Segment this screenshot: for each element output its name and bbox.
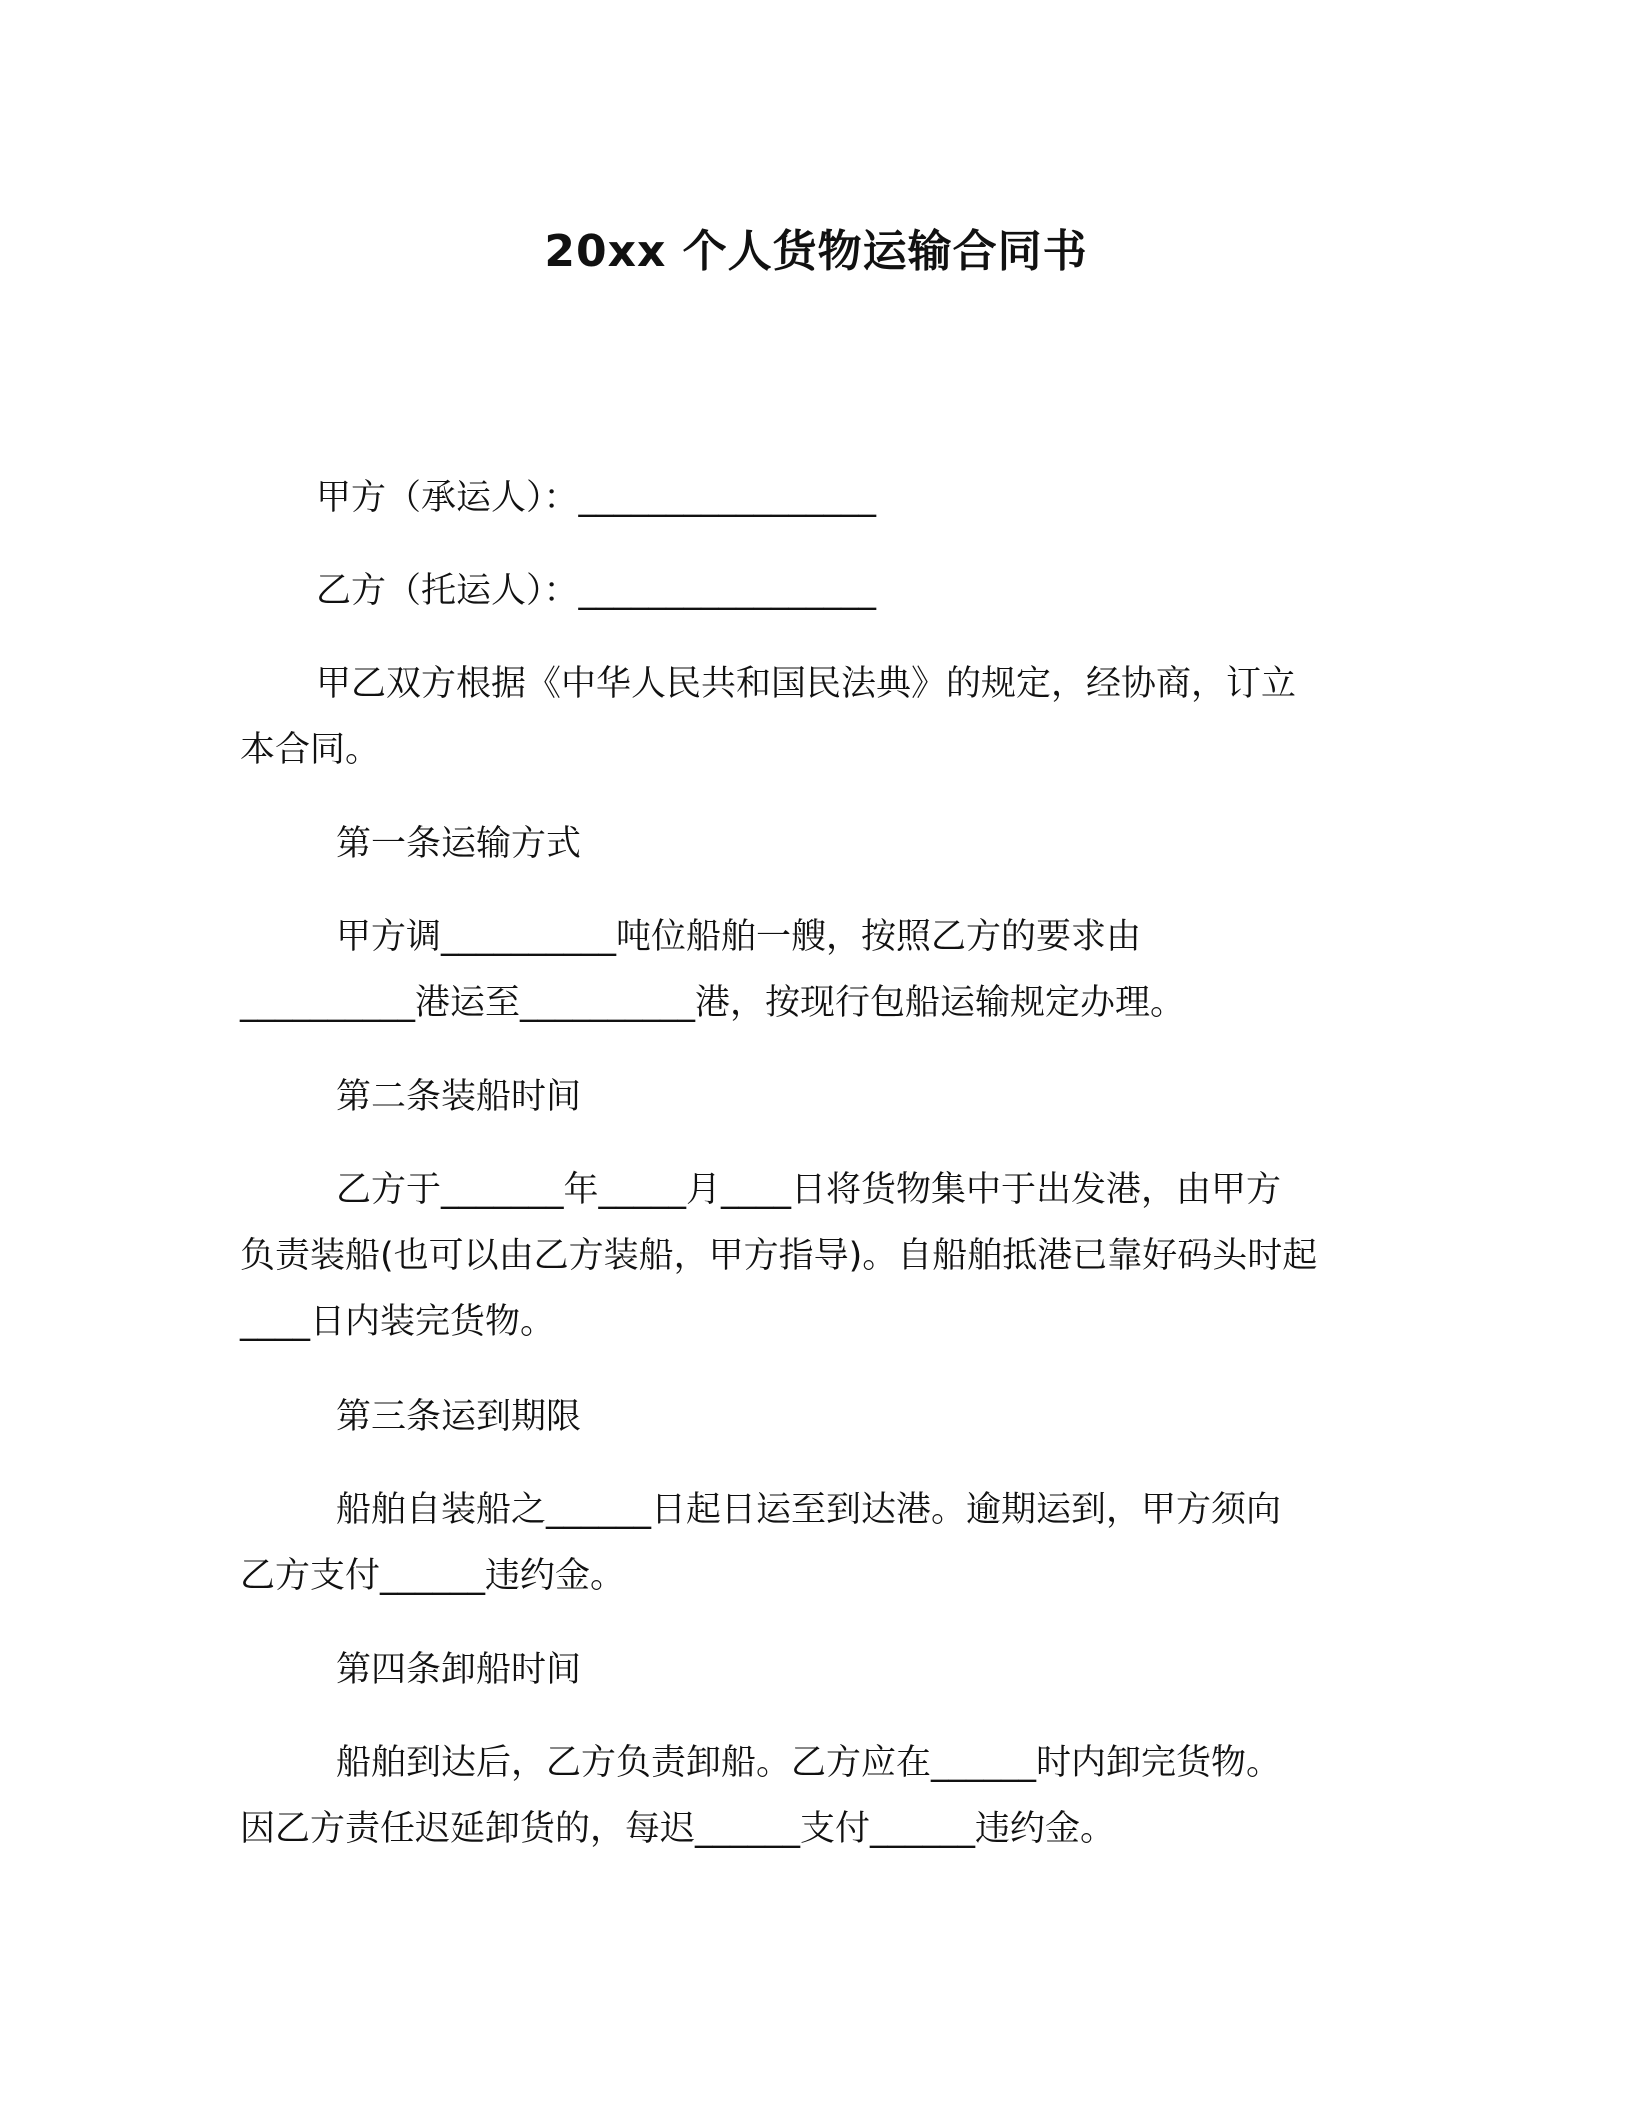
section-heading-3: 第三条运到期限 [336, 1397, 582, 1437]
preamble-paragraph [240, 651, 1390, 783]
section-1-line-2: __________港运至__________港，按现行包船运输规定办理。 [240, 983, 1186, 1023]
section-2-line-3: ____日内装完货物。 [240, 1302, 556, 1342]
section-paragraph-2 [240, 1157, 1390, 1355]
section-3-line-1: 船舶自装船之______日起日运至到达港。逾期运到，甲方须向 [336, 1490, 1282, 1530]
section-4-line-2: 因乙方责任迟延卸货的，每迟______支付______违约金。 [240, 1809, 1116, 1849]
party-a-line: 甲方（承运人）：_________________ [316, 478, 877, 518]
section-paragraph-4 [240, 1730, 1390, 1862]
section-2-line-2: 负责装船(也可以由乙方装船，甲方指导)。自船舶抵港已靠好码头时起 [240, 1236, 1318, 1276]
section-heading-2: 第二条装船时间 [336, 1077, 582, 1117]
section-heading-1: 第一条运输方式 [336, 824, 582, 864]
section-paragraph-3 [240, 1477, 1390, 1609]
preamble-line-2: 本合同。 [240, 730, 381, 770]
party-b-line: 乙方（托运人）：_________________ [316, 571, 877, 611]
section-3-line-2: 乙方支付______违约金。 [240, 1556, 626, 1596]
section-1-line-1: 甲方调__________吨位船舶一艘，按照乙方的要求由 [336, 917, 1142, 957]
section-heading-4: 第四条卸船时间 [336, 1650, 582, 1690]
preamble-line-1: 甲乙双方根据《中华人民共和国民法典》的规定，经协商，订立 [316, 664, 1297, 704]
document-title: 20xx 个人货物运输合同书 [544, 226, 1088, 277]
section-paragraph-1 [240, 904, 1390, 1036]
section-2-line-1: 乙方于_______年_____月____日将货物集中于出发港，由甲方 [336, 1170, 1282, 1210]
section-4-line-1: 船舶到达后，乙方负责卸船。乙方应在______时内卸完货物。 [336, 1743, 1282, 1783]
